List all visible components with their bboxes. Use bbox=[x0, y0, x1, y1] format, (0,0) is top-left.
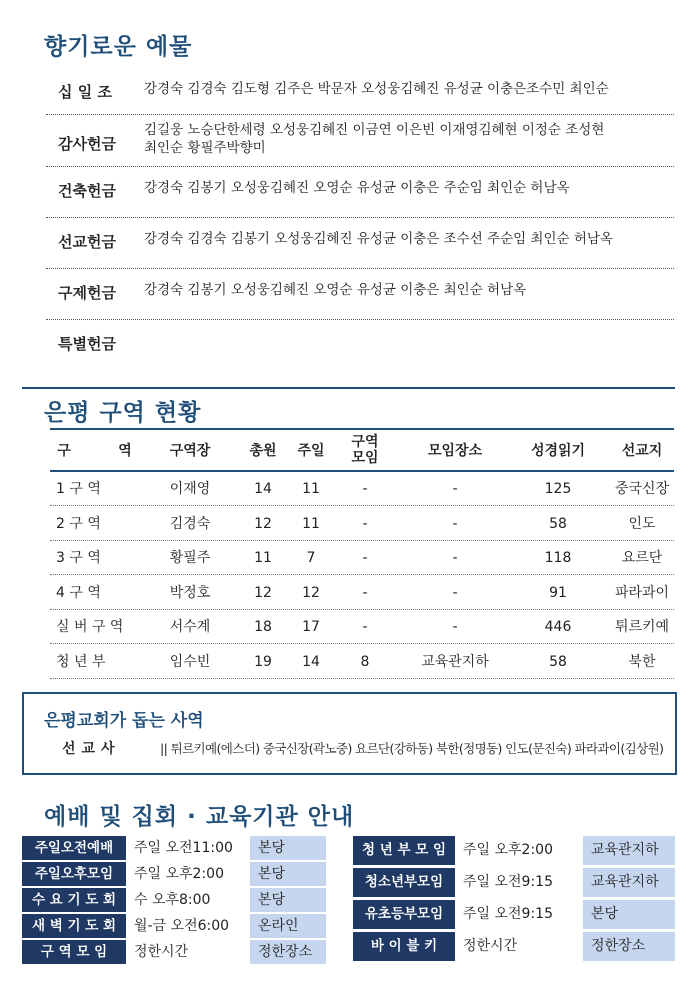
schedule-row bbox=[22, 888, 326, 912]
cell-district: 4 구 역 bbox=[56, 584, 101, 601]
cell-place: - bbox=[452, 550, 458, 566]
table-row bbox=[50, 610, 674, 644]
cell-leader: 박정호 bbox=[169, 584, 211, 601]
offering-label: 특별헌금 bbox=[58, 335, 116, 353]
schedule-label: 바 이 블 키 bbox=[353, 932, 455, 961]
header-bible: 성경읽기 bbox=[530, 443, 586, 459]
schedule-label: 주일오전예배 bbox=[22, 836, 126, 860]
cell-mission: 인도 bbox=[628, 515, 656, 532]
offering-row bbox=[46, 68, 674, 115]
header-district-b: 역 bbox=[118, 443, 132, 459]
mission-title: 은평교회가 돕는 사역 bbox=[44, 711, 204, 731]
cell-sunday: 12 bbox=[302, 584, 320, 601]
cell-place: - bbox=[452, 515, 458, 532]
cell-place: - bbox=[452, 619, 458, 635]
cell-mission: 파라과이 bbox=[614, 584, 670, 601]
cell-district: 1 구 역 bbox=[56, 481, 101, 497]
schedule-place: 본당 bbox=[250, 836, 326, 860]
schedule-time: 정한시간 bbox=[455, 932, 583, 961]
cell-bible: 125 bbox=[544, 481, 572, 497]
cell-total: 12 bbox=[254, 584, 272, 601]
table-row bbox=[50, 472, 674, 506]
cell-meeting: 8 bbox=[360, 653, 370, 670]
offering-label: 건축헌금 bbox=[58, 182, 116, 200]
cell-total: 19 bbox=[254, 653, 272, 670]
header-place: 모임장소 bbox=[427, 443, 483, 459]
header-meeting-line2: 모임 bbox=[351, 450, 379, 466]
header-meeting-line1: 구역 bbox=[351, 434, 379, 450]
schedule-label: 수 요 기 도 회 bbox=[22, 888, 126, 912]
schedule-time: 주일 오전9:15 bbox=[455, 868, 583, 897]
schedule-row bbox=[22, 862, 326, 886]
header-total: 총원 bbox=[249, 443, 277, 459]
cell-district: 2 구 역 bbox=[56, 515, 101, 532]
schedule-label: 주일오후모임 bbox=[22, 862, 126, 886]
offering-names bbox=[144, 281, 526, 299]
cell-total: 14 bbox=[254, 481, 272, 497]
cell-leader: 김경숙 bbox=[169, 515, 211, 532]
cell-bible: 58 bbox=[549, 515, 567, 532]
offering-label: 감사헌금 bbox=[58, 135, 116, 153]
cell-meeting: - bbox=[362, 550, 368, 566]
schedule-title: 예배 및 집회 · 교육기관 안내 bbox=[44, 804, 355, 830]
offering-names-line: 김길웅 노승단한세령 오성웅김혜진 이금연 이은빈 이재영김혜현 이정순 조성현 bbox=[144, 122, 605, 138]
offerings-title: 향기로운 예물 bbox=[44, 34, 193, 60]
districts-title: 은평 구역 현황 bbox=[44, 400, 202, 426]
cell-meeting: - bbox=[362, 515, 368, 532]
offering-row bbox=[46, 115, 674, 167]
offering-names-line: 강경숙 김봉기 오성웅김혜진 오영순 유성균 이충은 주순임 최인순 허남옥 bbox=[144, 180, 570, 196]
offering-names-line: 강경숙 김경숙 김도형 김주은 박문자 오성웅김혜진 유성균 이충은조수민 최인순 bbox=[144, 81, 609, 97]
schedule-row bbox=[22, 940, 326, 964]
table-row bbox=[50, 645, 674, 679]
cell-total: 12 bbox=[254, 515, 272, 532]
schedule-label: 새 벽 기 도 회 bbox=[22, 914, 126, 938]
schedule-place: 교육관지하 bbox=[583, 836, 675, 865]
cell-place: - bbox=[452, 584, 458, 601]
offering-names-line: 강경숙 김봉기 오성웅김혜진 오영순 유성균 이충은 최인순 허남옥 bbox=[144, 282, 527, 298]
cell-sunday: 7 bbox=[306, 550, 316, 566]
schedule-label: 구 역 모 임 bbox=[22, 940, 126, 964]
cell-mission: 튀르키예 bbox=[614, 619, 670, 635]
schedule-time: 주일 오전11:00 bbox=[126, 836, 250, 860]
schedule-place: 본당 bbox=[250, 862, 326, 886]
schedule-place: 본당 bbox=[583, 900, 675, 929]
mission-box bbox=[22, 692, 677, 775]
offering-row bbox=[46, 218, 674, 269]
cell-total: 11 bbox=[254, 550, 272, 566]
cell-total: 18 bbox=[254, 619, 272, 635]
offering-names bbox=[144, 121, 604, 157]
cell-sunday: 17 bbox=[302, 619, 320, 635]
cell-place: - bbox=[452, 481, 458, 497]
schedule-place: 교육관지하 bbox=[583, 868, 675, 897]
cell-sunday: 14 bbox=[302, 653, 320, 670]
cell-mission: 요르단 bbox=[621, 550, 663, 566]
offering-label: 십 일 조 bbox=[58, 83, 112, 101]
schedule-label: 유초등부모임 bbox=[353, 900, 455, 929]
offering-names bbox=[144, 80, 609, 98]
mission-label: 선교사 bbox=[62, 741, 121, 757]
cell-bible: 91 bbox=[549, 584, 567, 601]
schedule-place: 정한장소 bbox=[583, 932, 675, 961]
schedule-place: 온라인 bbox=[250, 914, 326, 938]
cell-sunday: 11 bbox=[302, 481, 320, 497]
schedule-label: 청소년부모임 bbox=[353, 868, 455, 897]
table-row bbox=[50, 541, 674, 575]
cell-meeting: - bbox=[362, 619, 368, 635]
schedule-time: 수 오후8:00 bbox=[126, 888, 250, 912]
header-mission: 선교지 bbox=[621, 443, 663, 459]
table-row bbox=[50, 507, 674, 541]
schedule-row bbox=[353, 900, 675, 929]
cell-leader: 서수계 bbox=[169, 619, 211, 635]
schedule-place: 정한장소 bbox=[250, 940, 326, 964]
schedule-row bbox=[22, 836, 326, 860]
schedule-time: 정한시간 bbox=[126, 940, 250, 964]
schedule-row bbox=[353, 868, 675, 897]
schedule-time: 월-금 오전6:00 bbox=[126, 914, 250, 938]
cell-district: 실 버 구 역 bbox=[56, 619, 124, 635]
schedule-time: 주일 오후2:00 bbox=[126, 862, 250, 886]
cell-leader: 임수빈 bbox=[169, 653, 211, 670]
schedule-row bbox=[353, 932, 675, 961]
cell-bible: 58 bbox=[549, 653, 567, 670]
schedule-time: 주일 오전9:15 bbox=[455, 900, 583, 929]
table-row bbox=[50, 576, 674, 610]
cell-place: 교육관지하 bbox=[421, 653, 489, 670]
cell-meeting: - bbox=[362, 584, 368, 601]
cell-bible: 446 bbox=[544, 619, 572, 635]
header-leader: 구역장 bbox=[169, 443, 211, 459]
schedule-place: 본당 bbox=[250, 888, 326, 912]
district-table-header bbox=[50, 428, 674, 472]
offering-label: 선교헌금 bbox=[58, 233, 116, 251]
offering-row bbox=[46, 320, 674, 370]
offering-label: 구제헌금 bbox=[58, 284, 116, 302]
cell-bible: 118 bbox=[544, 550, 572, 566]
offering-names-line: 강경숙 김경숙 김봉기 오성웅김혜진 유성균 이충은 조수선 주순임 최인순 허남옥 bbox=[144, 231, 613, 247]
header-sunday: 주일 bbox=[297, 443, 325, 459]
cell-meeting: - bbox=[362, 481, 368, 497]
header-district-a: 구 bbox=[57, 443, 71, 459]
cell-mission: 북한 bbox=[628, 653, 656, 670]
mission-list: || 튀르키예(에스더) 중국신장(곽노중) 요르단(강하동) 북한(정명동) 인도(문진숙) 파라과이(김상원) bbox=[160, 741, 664, 756]
offering-names bbox=[144, 179, 570, 197]
cell-leader: 황필주 bbox=[169, 550, 211, 566]
cell-district: 청 년 부 bbox=[56, 653, 106, 670]
header-meeting bbox=[340, 434, 390, 466]
cell-leader: 이재영 bbox=[169, 481, 211, 497]
cell-district: 3 구 역 bbox=[56, 550, 101, 566]
offering-names bbox=[144, 230, 613, 248]
schedule-row bbox=[353, 836, 675, 865]
offering-row bbox=[46, 269, 674, 320]
schedule-row bbox=[22, 914, 326, 938]
section-divider bbox=[22, 387, 675, 389]
offering-row bbox=[46, 167, 674, 218]
cell-sunday: 11 bbox=[302, 515, 320, 532]
offering-names-line: 최인순 황필주박향미 bbox=[144, 140, 266, 156]
schedule-time: 주일 오후2:00 bbox=[455, 836, 583, 865]
schedule-label: 청 년 부 모 임 bbox=[353, 836, 455, 865]
cell-mission: 중국신장 bbox=[614, 481, 670, 497]
